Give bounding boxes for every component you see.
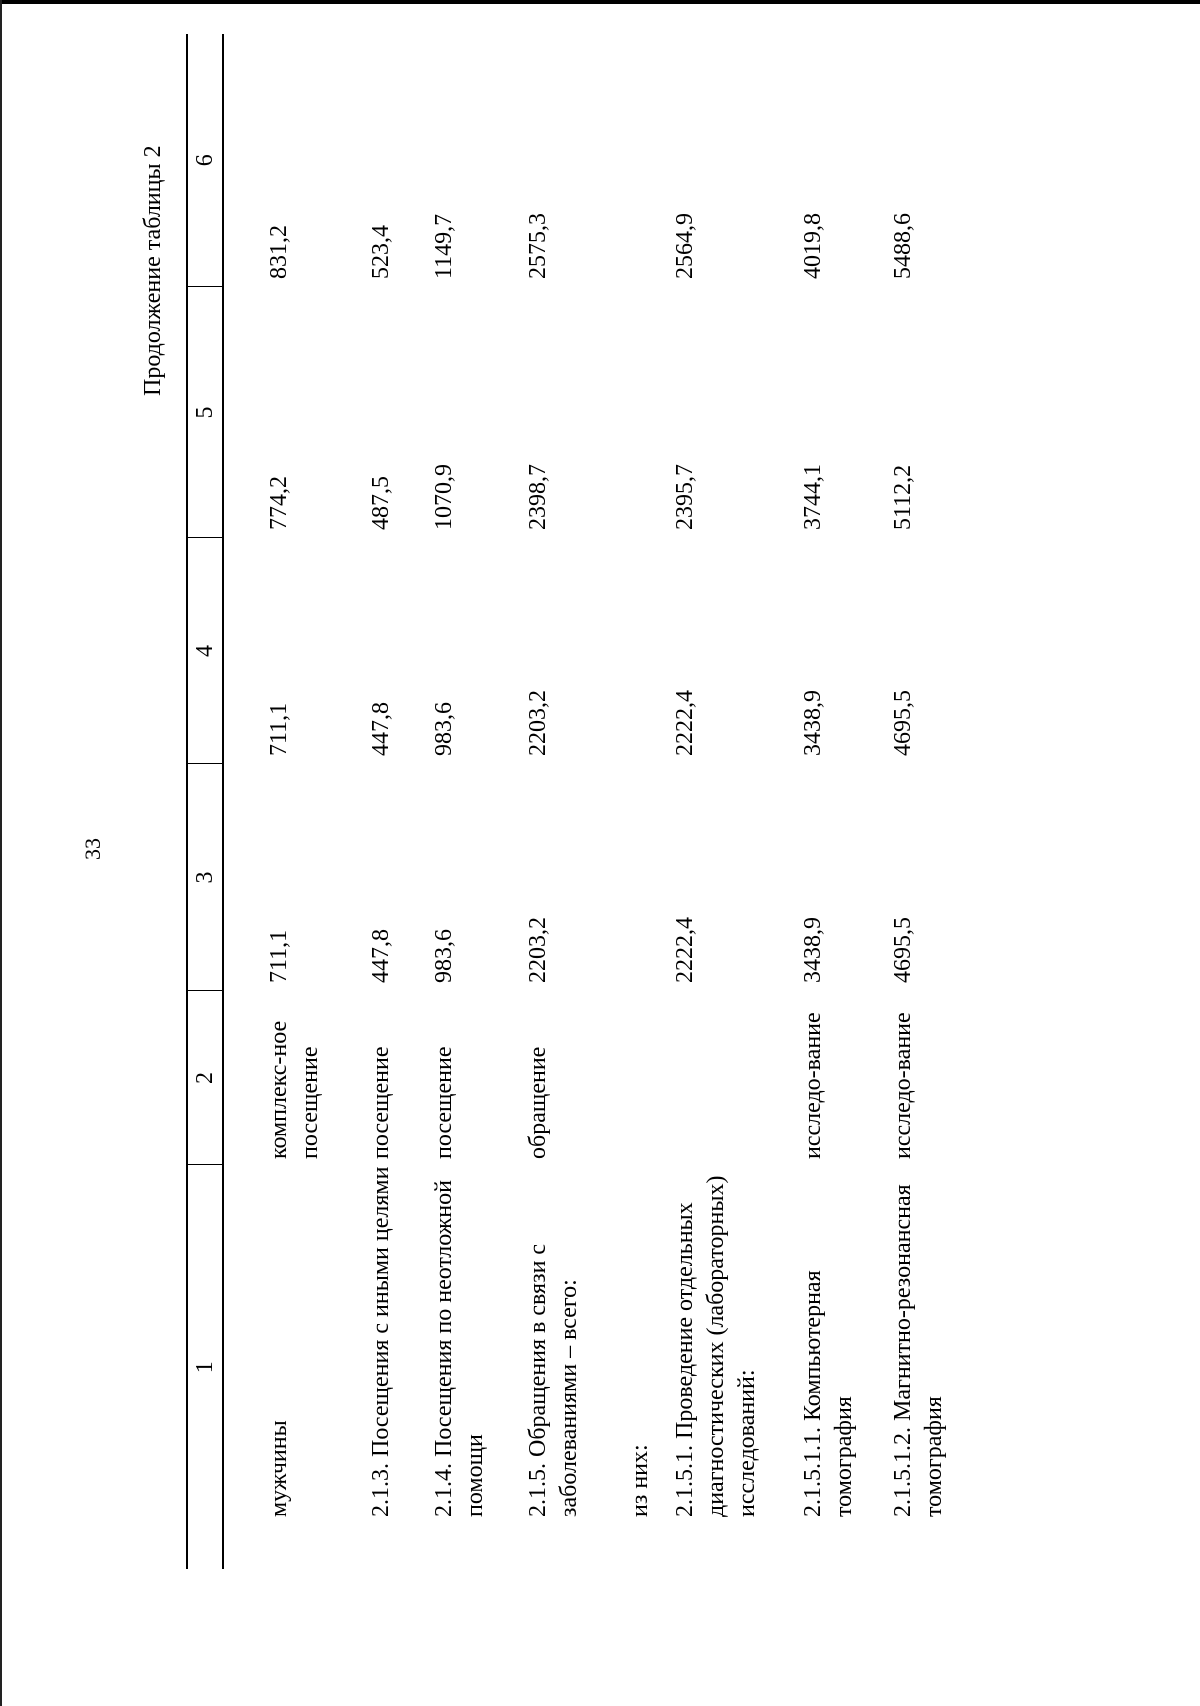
row-unit: исследо-вание <box>890 1012 916 1159</box>
row-value-col6: 1149,7 <box>431 213 457 279</box>
row-value-col4 <box>585 538 656 764</box>
row-value-col3: 447,8 <box>368 929 394 983</box>
row-name: из них: <box>627 1444 653 1517</box>
column-header-1: 1 <box>187 1165 223 1569</box>
row-value-col6: 831,2 <box>266 225 292 279</box>
row-value-col6: 4019,8 <box>800 213 826 279</box>
row-unit: посещение <box>431 1046 457 1159</box>
row-value-col4: 2203,2 <box>525 690 551 756</box>
row-value-col4: 3438,9 <box>800 690 826 756</box>
column-header-2: 2 <box>187 991 223 1165</box>
row-name: 2.1.4. Посещения по неотложной помощи <box>431 1180 488 1517</box>
row-unit: исследо-вание <box>800 1012 826 1159</box>
row-value-col5: 3744,1 <box>800 464 826 530</box>
table-row <box>338 34 397 1569</box>
table-row <box>223 34 338 1569</box>
row-value-col4: 711,1 <box>266 702 292 756</box>
table-header-row <box>187 34 223 1569</box>
table-caption: Продолжение таблицы 2 <box>140 145 166 396</box>
row-name: 2.1.5.1.1. Компьютерная томография <box>800 1270 857 1517</box>
row-value-col4: 2222,4 <box>672 690 698 756</box>
page-number: 33 <box>80 838 105 860</box>
row-value-col5: 487,5 <box>368 476 394 530</box>
row-value-col4: 447,8 <box>368 702 394 756</box>
column-header-5: 5 <box>187 287 223 538</box>
row-value-col3: 4695,5 <box>890 917 916 983</box>
table-container <box>186 34 960 1569</box>
row-value-col5: 1070,9 <box>431 464 457 530</box>
row-name: мужчины <box>266 1420 292 1517</box>
row-value-col6: 5488,6 <box>890 213 916 279</box>
table-row <box>585 34 656 1569</box>
row-value-col6: 523,4 <box>368 225 394 279</box>
row-value-col4: 4695,5 <box>890 690 916 756</box>
row-unit: посещение <box>368 1046 394 1159</box>
row-value-col3: 711,1 <box>266 929 292 983</box>
table-row <box>397 34 491 1569</box>
row-value-col5 <box>585 287 656 538</box>
row-value-col5: 2398,7 <box>525 464 551 530</box>
row-unit: комплекс-ное посещение <box>266 1020 323 1159</box>
column-header-3: 3 <box>187 764 223 991</box>
row-name: 2.1.3. Посещения с иными целями <box>368 1166 394 1517</box>
row-value-col5: 774,2 <box>266 476 292 530</box>
row-name: 2.1.5.1.2. Магнитно-резонансная томография <box>890 1184 947 1517</box>
row-unit <box>585 991 656 1165</box>
row-value-col5: 5112,2 <box>890 464 916 530</box>
table-row <box>780 34 870 1569</box>
row-value-col3: 2203,2 <box>525 917 551 983</box>
row-value-col3: 983,6 <box>431 929 457 983</box>
data-table <box>186 34 960 1569</box>
row-name: 2.1.5.1. Проведение отдельных диагностических (лабораторных) исследований: <box>672 1175 760 1517</box>
row-value-col6: 2564,9 <box>672 213 698 279</box>
table-row <box>491 34 585 1569</box>
row-value-col5: 2395,7 <box>672 464 698 530</box>
row-value-col3: 3438,9 <box>800 917 826 983</box>
row-value-col6 <box>585 34 656 287</box>
column-header-4: 4 <box>187 538 223 764</box>
row-value-col6: 2575,3 <box>525 213 551 279</box>
row-unit <box>656 991 780 1165</box>
row-value-col3: 2222,4 <box>672 917 698 983</box>
column-header-6: 6 <box>187 34 223 287</box>
row-name: 2.1.5. Обращения в связи с заболеваниями – всего: <box>525 1243 582 1517</box>
table-row <box>870 34 960 1569</box>
table-row <box>656 34 780 1569</box>
row-unit: обращение <box>525 1046 551 1159</box>
row-value-col3 <box>585 764 656 991</box>
row-value-col4: 983,6 <box>431 702 457 756</box>
